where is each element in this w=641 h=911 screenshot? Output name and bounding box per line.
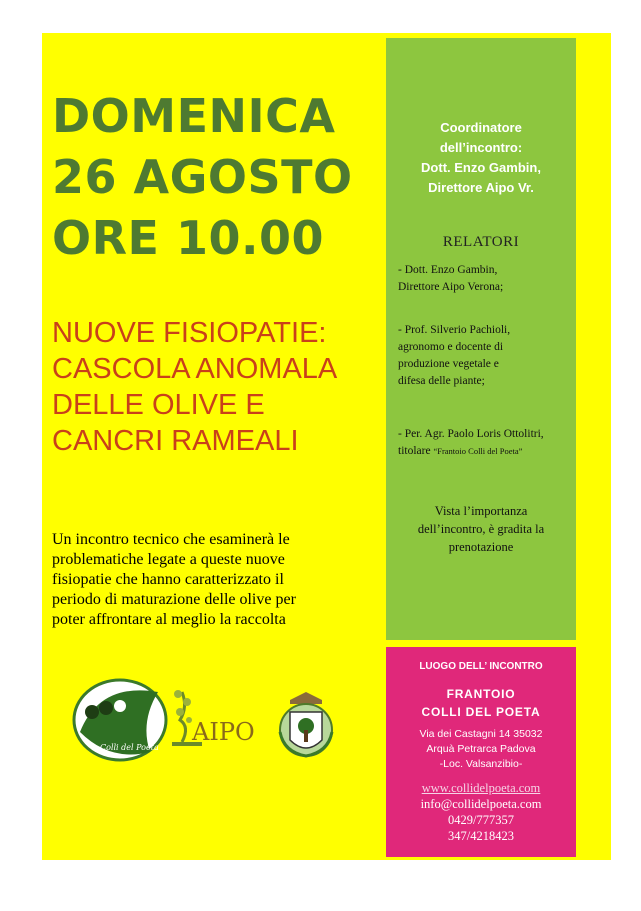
location-label: LUOGO DELL’ INCONTRO bbox=[419, 661, 543, 672]
topic-line: CASCOLA ANOMALA bbox=[52, 353, 338, 385]
speaker-role-line bbox=[398, 443, 573, 460]
topic-line: CANCRI RAMEALI bbox=[52, 425, 299, 457]
speaker-line: difesa delle piante; bbox=[398, 375, 485, 387]
address-line: Arquà Petrarca Padova bbox=[426, 743, 536, 755]
speaker-line: Direttore Aipo Verona; bbox=[398, 281, 504, 293]
description-line: periodo di maturazione delle olive per bbox=[52, 591, 296, 608]
speaker-role: titolare bbox=[398, 445, 431, 457]
note-line: dell’incontro, è gradita la bbox=[417, 522, 545, 536]
logos-graphic bbox=[70, 672, 370, 772]
event-date: 26 AGOSTO bbox=[52, 150, 353, 204]
aipo-logo-text: AIPO bbox=[192, 718, 255, 746]
location-name-line: COLLI DEL POETA bbox=[421, 705, 541, 719]
email-link[interactable]: info@collidelpoeta.com bbox=[420, 797, 542, 811]
speaker-line: agronomo e docente di bbox=[398, 341, 504, 353]
coordinator-block bbox=[386, 118, 576, 198]
speaker-1 bbox=[398, 262, 573, 296]
address-line: -Loc. Valsanzibio- bbox=[439, 758, 523, 770]
location-address bbox=[386, 727, 576, 772]
coordinator-line: Direttore Aipo Vr. bbox=[428, 180, 534, 195]
colli-logo-text: Colli del Poeta bbox=[100, 743, 159, 752]
municipality-crest bbox=[280, 692, 332, 756]
speakers-panel bbox=[386, 38, 576, 640]
event-topic bbox=[52, 315, 382, 459]
coordinator-line: Coordinatore bbox=[440, 120, 522, 135]
colli-del-poeta-logo bbox=[74, 680, 166, 760]
phone-number: 347/4218423 bbox=[448, 829, 514, 843]
aipo-logo bbox=[172, 690, 255, 746]
location-name-line: FRANTOIO bbox=[446, 687, 516, 701]
description-line: fisiopatie che hanno caratterizzato il bbox=[52, 571, 284, 588]
coordinator-line: Dott. Enzo Gambin, bbox=[421, 160, 541, 175]
description-line: Un incontro tecnico che esaminerà le bbox=[52, 531, 290, 548]
description-line: problematiche legate a queste nuove bbox=[52, 551, 285, 568]
sponsor-logos bbox=[70, 672, 370, 772]
speaker-line: - Prof. Silverio Pachioli, bbox=[398, 324, 511, 336]
note-line: prenotazione bbox=[448, 540, 514, 554]
event-day: DOMENICA bbox=[52, 89, 336, 143]
note-line: Vista l’importanza bbox=[434, 504, 528, 518]
booking-note bbox=[386, 502, 576, 556]
coordinator-line: dell’incontro: bbox=[439, 140, 523, 155]
topic-line: DELLE OLIVE E bbox=[52, 389, 265, 421]
speaker-company: “Frantoio Colli del Poeta” bbox=[433, 446, 523, 456]
event-time: ORE 10.00 bbox=[52, 211, 324, 265]
description-line: poter affrontare al meglio la raccolta bbox=[52, 611, 286, 628]
event-description bbox=[52, 530, 357, 630]
speaker-line: - Per. Agr. Paolo Loris Ottolitri, bbox=[398, 428, 544, 440]
location-name bbox=[386, 685, 576, 721]
speaker-2 bbox=[398, 322, 573, 390]
contacts-block bbox=[386, 780, 576, 844]
website-link[interactable]: www.collidelpoeta.com bbox=[421, 781, 541, 795]
phone-number: 0429/777357 bbox=[448, 813, 514, 827]
speakers-title: RELATORI bbox=[442, 234, 520, 250]
event-datetime bbox=[52, 86, 392, 269]
topic-line: NUOVE FISIOPATIE: bbox=[52, 317, 327, 349]
speaker-3 bbox=[398, 426, 573, 460]
address-line: Via dei Castagni 14 35032 bbox=[419, 728, 543, 740]
location-panel bbox=[386, 647, 576, 857]
speaker-line: produzione vegetale e bbox=[398, 358, 499, 370]
speaker-line: - Dott. Enzo Gambin, bbox=[398, 264, 498, 276]
